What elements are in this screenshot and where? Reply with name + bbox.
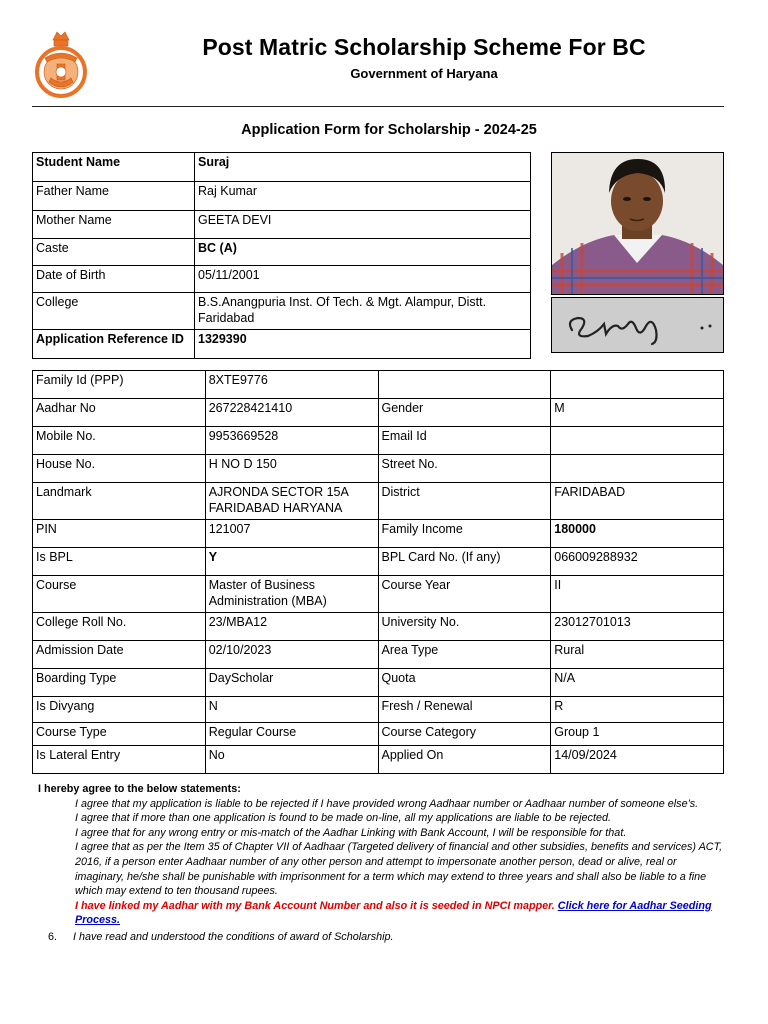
field-label: Street No.: [378, 455, 551, 483]
table-row: [33, 641, 724, 669]
table-row: [33, 483, 724, 520]
declaration-item: I agree that my application is liable to be rejected if I have provided wrong Aadhaar number or Aadhaar number of someone else’s.: [75, 797, 699, 810]
student-info-table: [32, 152, 531, 359]
form-title: Application Form for Scholarship - 2024-25: [241, 122, 537, 138]
declaration-item: I agree that as per the Item 35 of Chapter VII of Aadhaar (Targeted delivery of financial and other subsidies, benefits and services) ACT, 2016, if a person enter Aadhaar number of any other person and attempt to impersonate another person, dead or alive, real or imaginary, he/she shall be punishable with imprisonment for a term which may extend to three years and shall also be liable to a fine which may extend to ten thousand rupees.: [75, 841, 723, 898]
field-value: FARIDABAD: [551, 483, 724, 520]
field-label: [378, 371, 551, 399]
field-label: Applied On: [378, 746, 551, 774]
field-value: No: [205, 746, 378, 774]
item-number: 6.: [48, 930, 58, 943]
table-row: [33, 266, 531, 293]
field-value: 121007: [205, 520, 378, 548]
field-label: PIN: [33, 520, 206, 548]
aadhar-linked-text: I have linked my Aadhar with my Bank Account Number and also it is seeded in NPCI mapper.: [75, 899, 555, 912]
caste-value: BC (A): [195, 239, 531, 266]
dob-value: 05/11/2001: [195, 266, 531, 293]
field-value: N/A: [551, 669, 724, 697]
dob-label: Date of Birth: [33, 266, 195, 293]
table-row: [33, 723, 724, 746]
item-text: I have read and understood the conditions of award of Scholarship.: [73, 930, 394, 943]
father-name-value: Raj Kumar: [195, 182, 531, 211]
application-id-value: 1329390: [195, 330, 531, 359]
table-row: [33, 182, 531, 211]
field-label: Course Year: [378, 576, 551, 613]
table-row: [33, 153, 531, 182]
field-label: Fresh / Renewal: [378, 697, 551, 723]
student-name-value: Suraj: [195, 153, 531, 182]
application-id-label: Application Reference ID: [33, 330, 195, 359]
header-divider: [32, 106, 724, 107]
page-title: Post Matric Scholarship Scheme For BC: [202, 34, 646, 60]
declaration: [38, 782, 728, 945]
field-label: Boarding Type: [33, 669, 206, 697]
student-signature: [551, 297, 724, 353]
table-row: [33, 371, 724, 399]
field-value: 180000: [551, 520, 724, 548]
declaration-item: I agree that if more than one application is found to be made on-line, all my applications are liable to be rejected.: [75, 812, 611, 825]
field-value: [551, 427, 724, 455]
field-value: 02/10/2023: [205, 641, 378, 669]
field-value: R: [551, 697, 724, 723]
mother-name-value: GEETA DEVI: [195, 211, 531, 239]
field-value: Regular Course: [205, 723, 378, 746]
mother-name-label: Mother Name: [33, 211, 195, 239]
field-value: DayScholar: [205, 669, 378, 697]
field-value: Master of Business Administration (MBA): [205, 576, 378, 613]
field-label: Family Income: [378, 520, 551, 548]
field-label: Quota: [378, 669, 551, 697]
field-value: 267228421410: [205, 399, 378, 427]
field-value: [551, 371, 724, 399]
field-value: [551, 455, 724, 483]
field-label: Mobile No.: [33, 427, 206, 455]
field-value: M: [551, 399, 724, 427]
field-value: N: [205, 697, 378, 723]
field-label: Aadhar No: [33, 399, 206, 427]
table-row: [33, 455, 724, 483]
table-row: [33, 239, 531, 266]
aadhar-seeding-link[interactable]: Click here for Aadhar Seeding Process.: [75, 899, 712, 927]
declaration-item: I agree that for any wrong entry or mis-match of the Aadhar Linking with Bank Account, I will be responsible for that.: [75, 826, 627, 839]
field-label: Is Lateral Entry: [33, 746, 206, 774]
table-row: [33, 427, 724, 455]
table-row: [33, 211, 531, 239]
table-row: [33, 293, 531, 330]
field-label: Admission Date: [33, 641, 206, 669]
field-value: 23/MBA12: [205, 613, 378, 641]
field-value: II: [551, 576, 724, 613]
field-value: AJRONDA SECTOR 15A FARIDABAD HARYANA: [205, 483, 378, 520]
field-label: BPL Card No. (If any): [378, 548, 551, 576]
field-label: Area Type: [378, 641, 551, 669]
student-name-label: Student Name: [33, 153, 195, 182]
field-label: District: [378, 483, 551, 520]
table-row: [33, 576, 724, 613]
field-value: 8XTE9776: [205, 371, 378, 399]
student-photo: [551, 152, 724, 295]
field-value: 23012701013: [551, 613, 724, 641]
field-label: College Roll No.: [33, 613, 206, 641]
field-label: Is BPL: [33, 548, 206, 576]
field-label: Course Type: [33, 723, 206, 746]
field-label: Course Category: [378, 723, 551, 746]
field-value: 14/09/2024: [551, 746, 724, 774]
details-table: [32, 370, 724, 774]
table-row: [33, 399, 724, 427]
field-label: Landmark: [33, 483, 206, 520]
table-row: [33, 697, 724, 723]
table-row: [33, 520, 724, 548]
declaration-item-6: [48, 930, 728, 945]
field-value: Y: [205, 548, 378, 576]
field-value: H NO D 150: [205, 455, 378, 483]
declaration-heading: I hereby agree to the below statements:: [38, 783, 241, 795]
field-value: Rural: [551, 641, 724, 669]
field-label: Is Divyang: [33, 697, 206, 723]
field-value: 9953669528: [205, 427, 378, 455]
field-value: Group 1: [551, 723, 724, 746]
college-label: College: [33, 293, 195, 330]
father-name-label: Father Name: [33, 182, 195, 211]
table-row: [33, 548, 724, 576]
field-value: 066009288932: [551, 548, 724, 576]
college-value: B.S.Anangpuria Inst. Of Tech. & Mgt. Alampur, Distt. Faridabad: [195, 293, 531, 330]
field-label: Gender: [378, 399, 551, 427]
field-label: Family Id (PPP): [33, 371, 206, 399]
table-row: [33, 669, 724, 697]
field-label: Course: [33, 576, 206, 613]
field-label: University No.: [378, 613, 551, 641]
aadhar-linked-statement: [75, 899, 728, 928]
field-label: House No.: [33, 455, 206, 483]
page-subtitle: Government of Haryana: [350, 66, 498, 81]
table-row: [33, 613, 724, 641]
table-row: [33, 746, 724, 774]
field-label: Email Id: [378, 427, 551, 455]
table-row: [33, 330, 531, 359]
haryana-emblem-icon: [31, 28, 91, 100]
caste-label: Caste: [33, 239, 195, 266]
